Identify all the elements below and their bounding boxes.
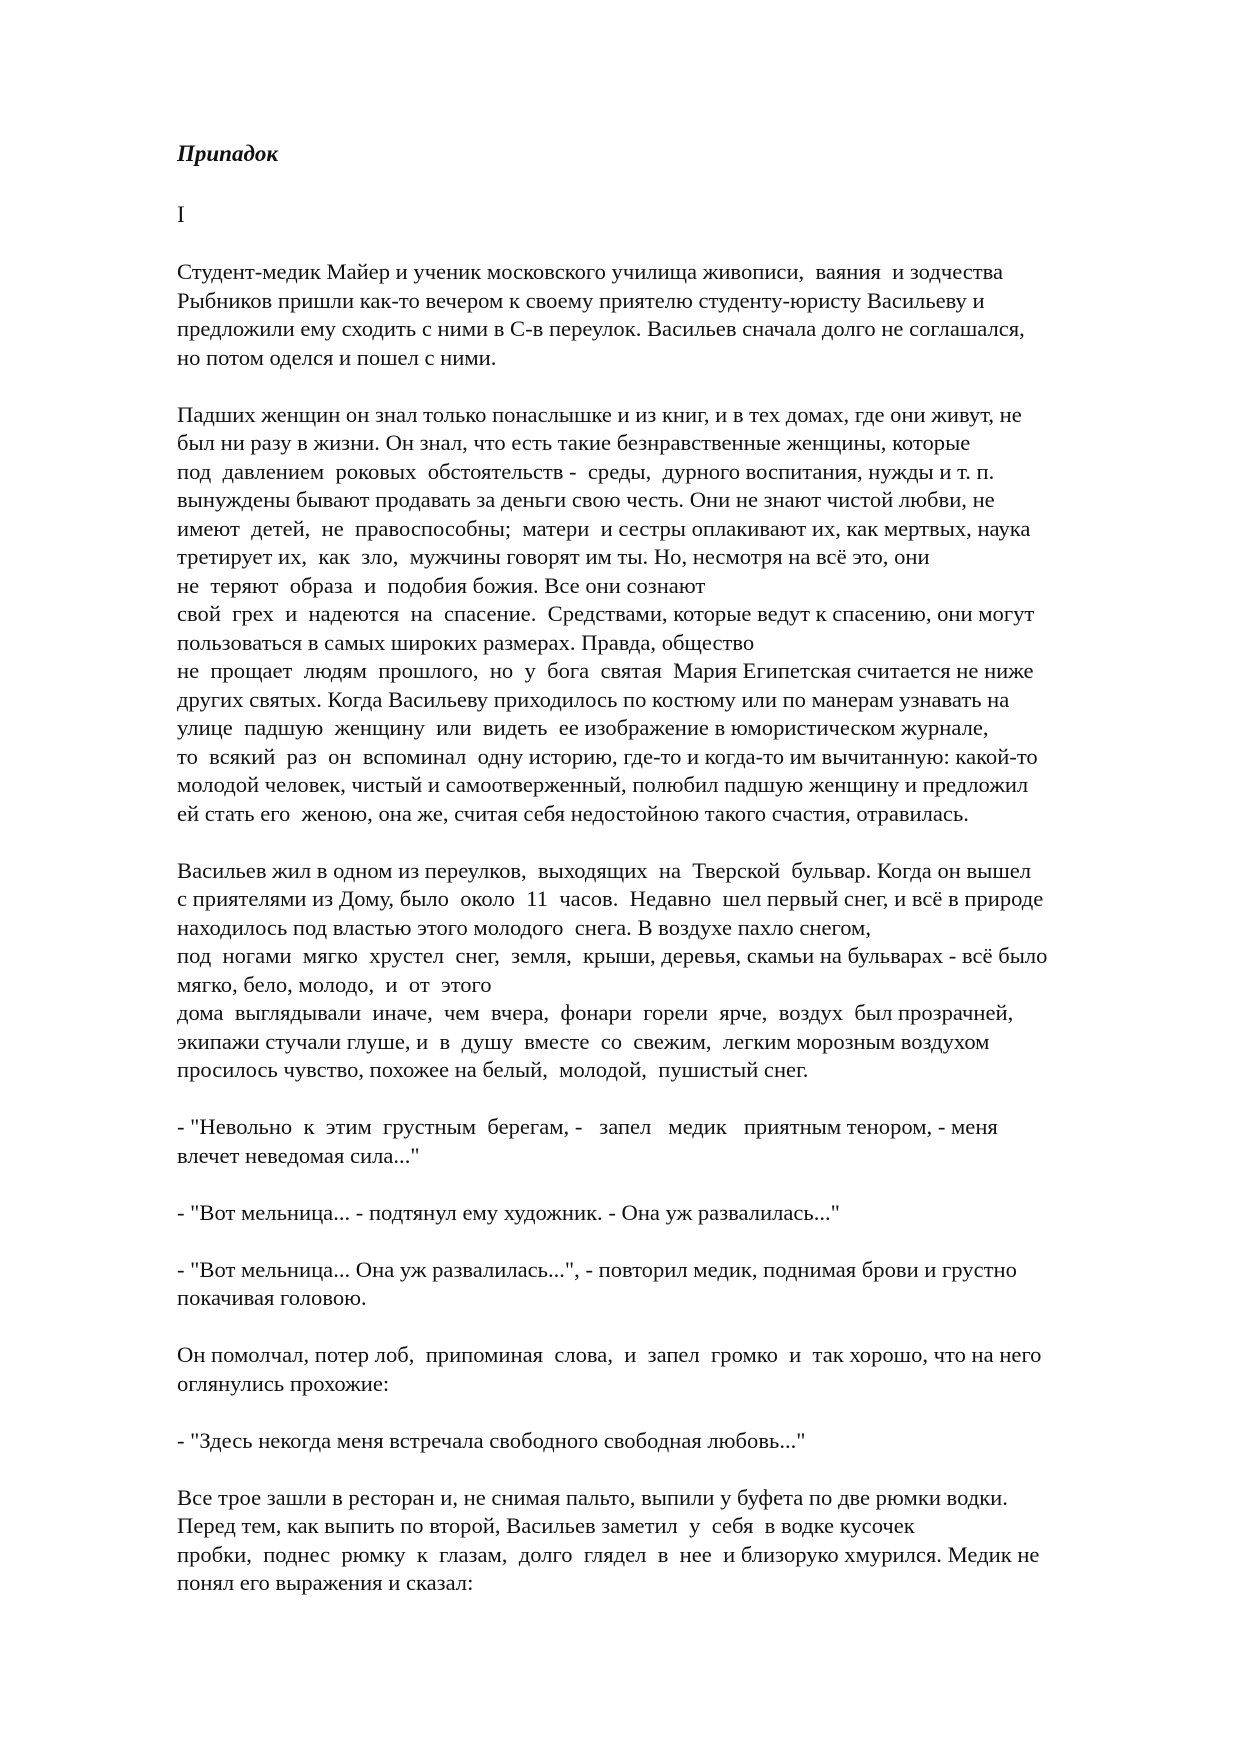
text-line: молодой человек, чистый и самоотверженный, полюбил падшую женщину и предложил — [177, 772, 1029, 797]
text-line: - "Здесь некогда меня встречала свободного свободная любовь..." — [177, 1427, 806, 1453]
text-line: но потом оделся и пошел с ними. — [177, 344, 497, 370]
text-line: свой грех и надеются на спасение. Средствами, которые ведут к спасению, они могут — [177, 601, 1035, 626]
text-line: то всякий раз он вспоминал одну историю, где-то и когда-то им вычитанную: какой-то — [177, 743, 1038, 769]
text-line: Все трое зашли в ресторан и, не снимая пальто, выпили у буфета по две рюмки водки. — [177, 1484, 1008, 1510]
text-line: других святых. Когда Васильеву приходилось по костюму или по манерам узнавать на — [177, 686, 1010, 712]
text-line: под давлением роковых обстоятельств - среды, дурного воспитания, нужды и т. п. — [177, 458, 995, 484]
document-body — [177, 258, 1177, 1626]
paragraph — [177, 1427, 1177, 1456]
text-line: Он помолчал, потер лоб, припоминая слова, и запел громко и так хорошо, что на него — [177, 1342, 1042, 1367]
text-line: мягко, бело, молодо, и от этого — [177, 971, 492, 997]
text-line: вынуждены бывают продавать за деньги свою честь. Они не знают чистой любви, не — [177, 487, 995, 512]
text-line: находилось под властью этого молодого снега. В воздухе пахло снегом, — [177, 914, 872, 940]
text-line: предложили ему сходить с ними в С-в переулок. Васильев сначала долго не соглашался, — [177, 316, 1025, 341]
text-line: - "Вот мельница... Она уж развалилась...", - повторил медик, поднимая брови и грустно — [177, 1256, 1017, 1282]
text-line: Студент-медик Майер и ученик московского училища живописи, ваяния и зодчества — [177, 259, 1004, 284]
text-line: дома выглядывали иначе, чем вчера, фонари горели ярче, воздух был прозрачней, — [177, 1000, 1014, 1025]
text-line: пробки, поднес рюмку к глазам, долго глядел в нее и близоруко хмурился. Медик не — [177, 1541, 1040, 1567]
text-line: под ногами мягко хрустел снег, земля, крыши, деревья, скамьи на бульварах - всё было — [177, 943, 1048, 968]
paragraph — [177, 1199, 1177, 1228]
paragraph — [177, 401, 1177, 829]
text-line: имеют детей, не правоспособны; матери и сестры оплакивают их, как мертвых, наука — [177, 515, 1031, 541]
text-line: - "Невольно к этим грустным берегам, - запел медик приятным тенором, - меня — [177, 1114, 998, 1139]
text-line: Рыбников пришли как-то вечером к своему приятелю студенту-юристу Васильеву и — [177, 287, 985, 313]
text-line: был ни разу в жизни. Он знал, что есть такие безнравственные женщины, которые — [177, 430, 971, 455]
text-line: улице падшую женщину или видеть ее изображение в юмористическом журнале, — [177, 715, 989, 740]
text-line: понял его выражения и сказал: — [177, 1570, 474, 1595]
text-line: Перед тем, как выпить по второй, Васильев заметил у себя в водке кусочек — [177, 1513, 915, 1538]
paragraph — [177, 1256, 1177, 1313]
text-line: Падших женщин он знал только понаслышке и из книг, и в тех домах, где они живут, не — [177, 401, 1022, 427]
text-line: оглянулись прохожие: — [177, 1370, 390, 1396]
text-line: третирует их, как зло, мужчины говорят им ты. Но, несмотря на всё это, они — [177, 544, 930, 569]
text-line: экипажи стучали глуше, и в душу вместе со свежим, легким морозным воздухом — [177, 1028, 990, 1054]
text-line: просилось чувство, похожее на белый, молодой, пушистый снег. — [177, 1057, 809, 1082]
text-line: покачивая головою. — [177, 1285, 367, 1310]
paragraph — [177, 258, 1177, 372]
text-line: не теряют образа и подобия божия. Все они сознают — [177, 572, 706, 598]
story-title: Припадок — [177, 141, 279, 166]
text-line: Васильев жил в одном из переулков, выходящих на Тверской бульвар. Когда он вышел — [177, 857, 1032, 883]
text-line: с приятелями из Дому, было около 11 часов. Недавно шел первый снег, и всё в природе — [177, 886, 1044, 911]
paragraph — [177, 1113, 1177, 1170]
text-line: влечет неведомая сила..." — [177, 1142, 420, 1168]
text-line: - "Вот мельница... - подтянул ему художник. - Она уж развалилась..." — [177, 1199, 840, 1225]
text-line: не прощает людям прошлого, но у бога святая Мария Египетская считается не ниже — [177, 658, 1034, 683]
paragraph — [177, 1484, 1177, 1598]
paragraph — [177, 857, 1177, 1085]
paragraph — [177, 1341, 1177, 1398]
text-line: ей стать его женою, она же, считая себя недостойною такого счастия, отравилась. — [177, 800, 969, 826]
text-line: пользоваться в самых широких размерах. Правда, общество — [177, 629, 755, 655]
chapter-number: I — [177, 202, 185, 227]
